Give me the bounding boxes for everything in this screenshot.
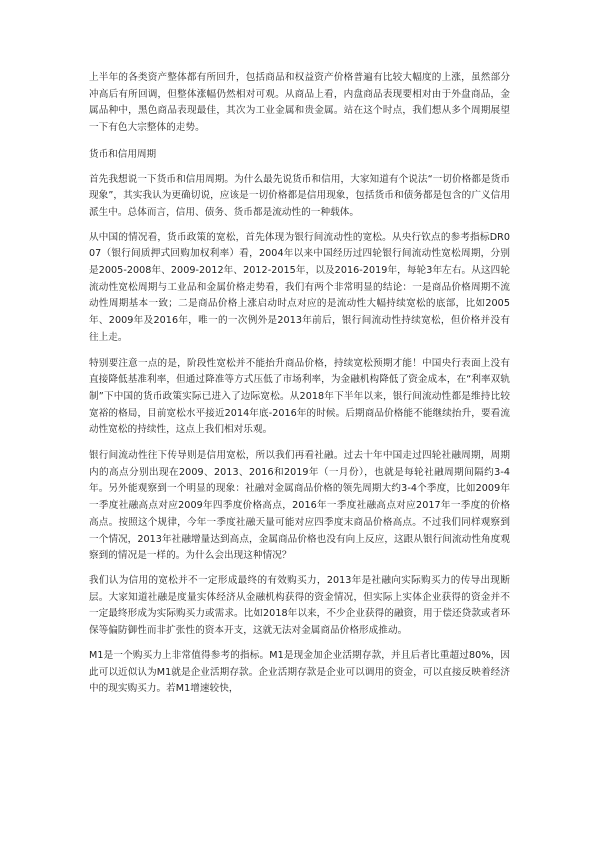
paragraph-monetary-credit: 首先我想说一下货币和信用周期。为什么最先说货币和信用，大家知道有个说法“一切价格都是货币现象”，其实我认为更确切说，应该是一切价格都是信用现象，包括货币和债务都是包含的广义信用派生中。总体而言，信用、债务、货币都是流动性的一种载体。 — [89, 173, 510, 218]
paragraph-intro: 上半年的各类资产整体都有所回升，包括商品和权益资产价格普遍有比较大幅度的上涨，虽然部分冲高后有所回调，但整体涨幅仍然相对可观。从商品上看，内盘商品表现要相对由于外盘商品，金属品种中，黑色商品表现最佳，其次为工业金属和贵金属。站在这个时点，我们想从多个周期展望一下有色大宗整体的走势。 — [89, 72, 510, 134]
paragraph-sustained-easing: 特别要注意一点的是，阶段性宽松并不能抬升商品价格，持续宽松预期才能！中国央行表面上没有直接降低基准利率，但通过降准等方式压低了市场利率，为金融机构降低了资金成本，在“利率双轨制”下中国的货币政策实际已进入了边际宽松。从2018年下半年以来，银行间流动性都是维持比较宽裕的格局，目前宽松水平接近2014年底-2016年的时候。后期商品价格能不能继续抬升，要看流动性宽松的持续性，这点上我们相对乐观。 — [89, 357, 510, 436]
paragraph-m1: M1是一个购买力上非常值得参考的指标。M1是现金加企业活期存款，并且后者比重超过80%，因此可以近似认为M1就是企业活期存款。企业活期存款是企业可以调用的资金，可以直接反映着经济中的现实购买力。若M1增速较快， — [89, 649, 510, 695]
paragraph-social-financing: 银行间流动性往下传导则是信用宽松，所以我们再看社融。过去十年中国走过四轮社融周期，周期内的高点分别出现在2009、2013、2016和2019年（一月份），也就是每轮社融周期间隔约3-4年。另外能观察到一个明显的现象：社融对金属商品价格的领先周期大约3-4个季度，比如2009年一季度社融高点对应2009年四季度价格高点，2016年一季度社融高点对应2017年一季度的价格高点。按照这个规律，今年一季度社融天量可能对应四季度末商品价格高点。不过我们同样观察到一个情况，2013年社融增量达到高点，金属商品价格也没有向上反应，这跟从银行间流动性角度观察到的情况是一样的。为什么会出现这种情况？ — [89, 450, 510, 562]
document-page — [89, 70, 510, 698]
paragraph-china-liquidity: 从中国的情况看，货币政策的宽松，首先体现为银行间流动性的宽松。从央行钦点的参考指标DR007（银行间质押式回购加权利率）看，2004年以来中国经历过四轮银行间流动性宽松周期，分别是2005-2008年、2009-2012年、2012-2015年，以及2016-2019年，每轮3年左右。从这四轮流动性宽松周期与工业品和金属价格走势看，我们有两个非常明显的结论：一是商品价格周期不流动性周期基本一致；二是商品价格上涨启动时点对应的是流动性大幅持续宽松的底部，比如2005年、2009年及2016年，唯一的一次例外是2013年前后，银行间流动性持续宽松，但价格并没有往上走。 — [89, 231, 510, 343]
section-heading: 货币和信用周期 — [89, 148, 157, 160]
paragraph-credit-transmission: 我们认为信用的宽松并不一定形成最终的有效购买力，2013年是社融向实际购买力的传导出现断层。大家知道社融是度量实体经济从金融机构获得的资金情况，但实际上实体企业获得的资金并不一定最终形成为实际购买力或需求。比如2018年以来，不少企业获得的融资，用于偿还贷款或者环保等偏防御性而非扩张性的资本开支，这就无法对金属商品价格形成推动。 — [89, 574, 510, 637]
